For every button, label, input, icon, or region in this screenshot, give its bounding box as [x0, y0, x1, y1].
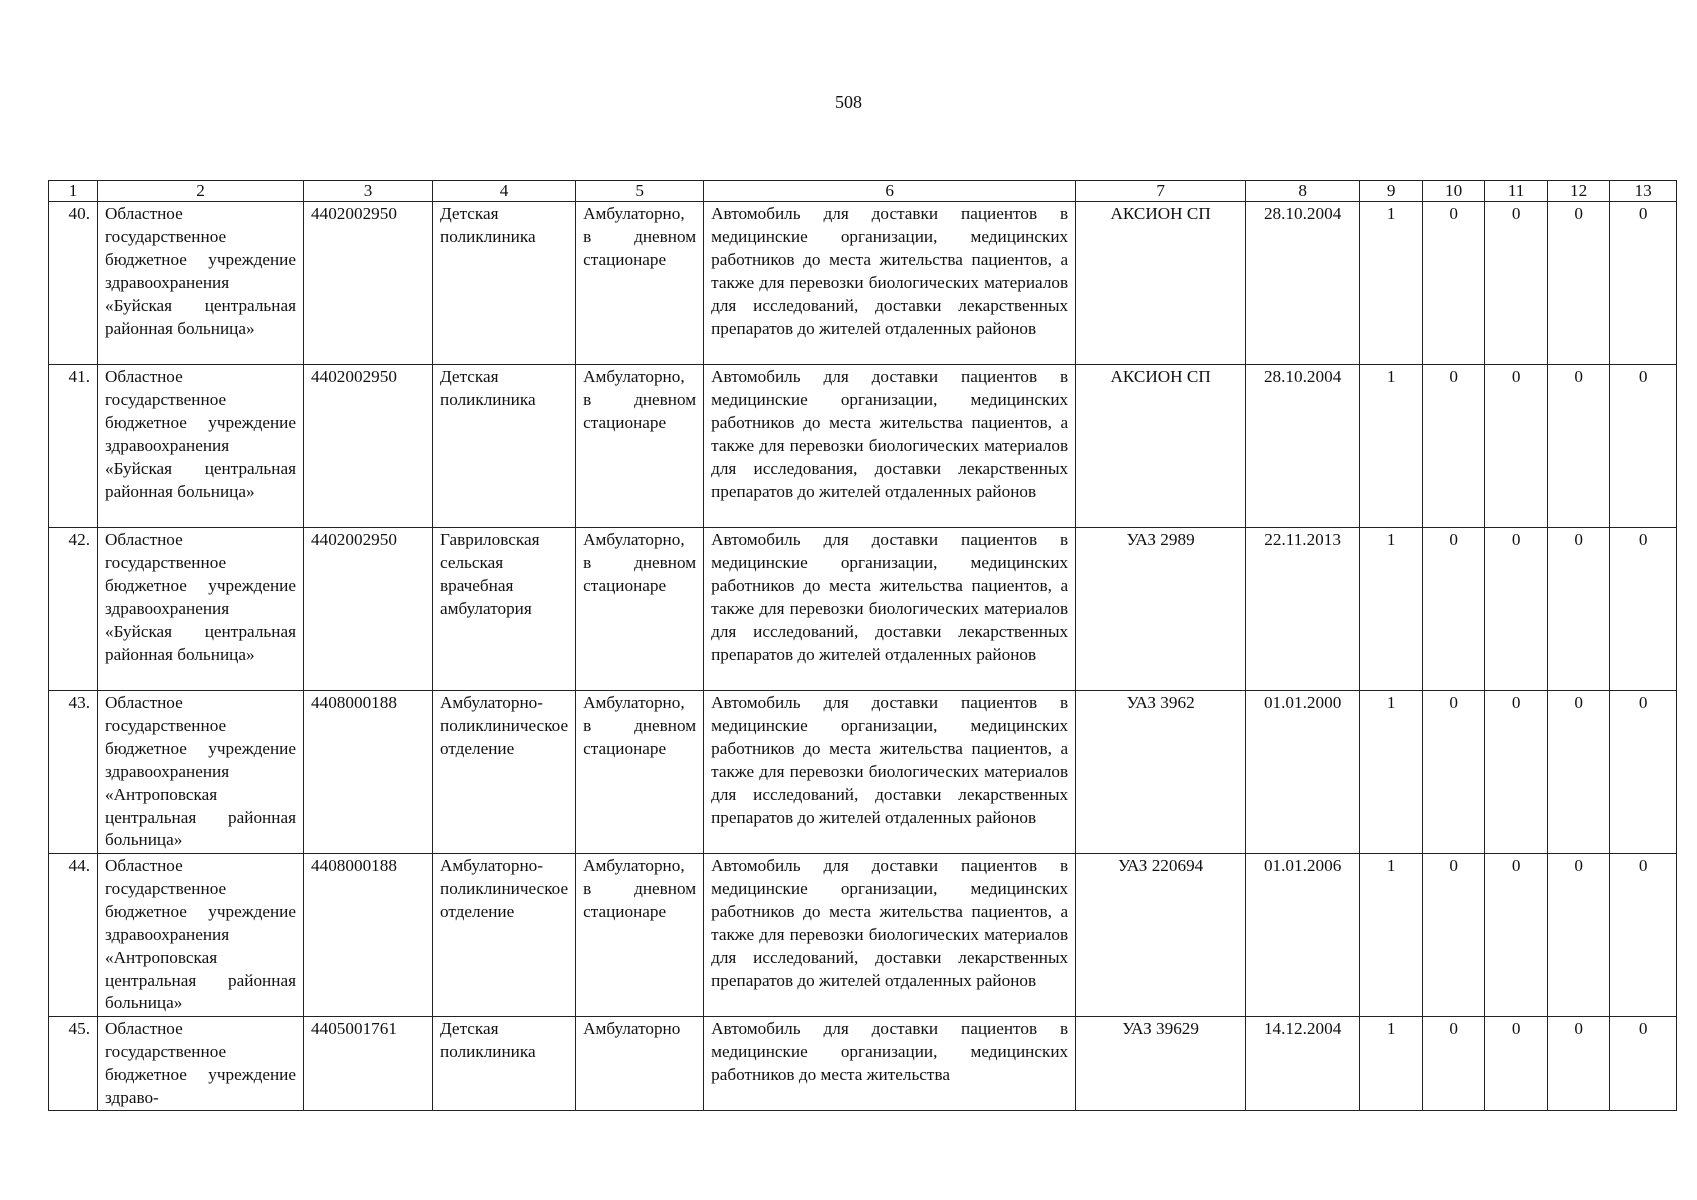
row-number: 40. [49, 202, 98, 365]
value-col-12: 0 [1548, 528, 1610, 691]
column-header: 5 [576, 181, 704, 202]
value-col-13: 0 [1610, 365, 1677, 528]
vehicle-purpose: Автомобиль для доставки пациентов в медицинские организации, медицинских работников до места жительства пациентов, а также для перевозки биологических материалов для исследования, доставки лекарственных препаратов до жителей отдаленных районов [704, 365, 1076, 528]
value-col-10: 0 [1423, 202, 1485, 365]
value-col-10: 0 [1423, 365, 1485, 528]
unit-name: Амбулаторно-поликлиническое отделение [433, 854, 576, 1017]
date-value: 28.10.2004 [1246, 365, 1360, 528]
row-number: 45. [49, 1017, 98, 1111]
value-col-9: 1 [1360, 365, 1423, 528]
value-col-12: 0 [1548, 854, 1610, 1017]
care-condition: Амбулаторно, в дневном стационаре [576, 691, 704, 854]
value-col-11: 0 [1485, 854, 1548, 1017]
table-row [49, 1017, 1677, 1111]
vehicle-model: УАЗ 2989 [1076, 528, 1246, 691]
value-col-13: 0 [1610, 691, 1677, 854]
unit-name: Детская поликлиника [433, 365, 576, 528]
organization-name: Областное государственное бюджетное учреждение здравоохранения «Антроповская центральная районная больница» [98, 854, 304, 1017]
inn: 4408000188 [304, 854, 433, 1017]
value-col-12: 0 [1548, 1017, 1610, 1111]
organization-name: Областное государственное бюджетное учреждение здравоохранения «Буйская центральная районная больница» [98, 528, 304, 691]
unit-name: Гавриловская сельская врачебная амбулатория [433, 528, 576, 691]
vehicle-model: УАЗ 3962 [1076, 691, 1246, 854]
table-row [49, 202, 1677, 365]
value-col-12: 0 [1548, 365, 1610, 528]
inn: 4402002950 [304, 365, 433, 528]
value-col-13: 0 [1610, 202, 1677, 365]
column-header: 12 [1548, 181, 1610, 202]
date-value: 01.01.2000 [1246, 691, 1360, 854]
table-header-row [49, 181, 1677, 202]
value-col-11: 0 [1485, 691, 1548, 854]
column-header: 9 [1360, 181, 1423, 202]
care-condition: Амбулаторно, в дневном стационаре [576, 365, 704, 528]
organization-name: Областное государственное бюджетное учреждение здравоохранения «Буйская центральная районная больница» [98, 365, 304, 528]
value-col-9: 1 [1360, 528, 1423, 691]
row-number: 43. [49, 691, 98, 854]
value-col-10: 0 [1423, 528, 1485, 691]
column-header: 2 [98, 181, 304, 202]
care-condition: Амбулаторно, в дневном стационаре [576, 202, 704, 365]
value-col-10: 0 [1423, 854, 1485, 1017]
care-condition: Амбулаторно, в дневном стационаре [576, 528, 704, 691]
column-header: 11 [1485, 181, 1548, 202]
column-header: 8 [1246, 181, 1360, 202]
value-col-13: 0 [1610, 528, 1677, 691]
value-col-10: 0 [1423, 1017, 1485, 1111]
row-number: 44. [49, 854, 98, 1017]
value-col-11: 0 [1485, 1017, 1548, 1111]
value-col-13: 0 [1610, 854, 1677, 1017]
vehicle-purpose: Автомобиль для доставки пациентов в медицинские организации, медицинских работников до места жительства пациентов, а также для перевозки биологических материалов для исследований, доставки лекарственных препаратов до жителей отдаленных районов [704, 691, 1076, 854]
column-header: 13 [1610, 181, 1677, 202]
value-col-9: 1 [1360, 202, 1423, 365]
vehicle-model: УАЗ 39629 [1076, 1017, 1246, 1111]
value-col-12: 0 [1548, 202, 1610, 365]
care-condition: Амбулаторно [576, 1017, 704, 1111]
value-col-9: 1 [1360, 691, 1423, 854]
inn: 4405001761 [304, 1017, 433, 1111]
value-col-11: 0 [1485, 202, 1548, 365]
vehicle-purpose: Автомобиль для доставки пациентов в медицинские организации, медицинских работников до места жительства [704, 1017, 1076, 1111]
row-number: 41. [49, 365, 98, 528]
value-col-11: 0 [1485, 365, 1548, 528]
vehicle-model: АКСИОН СП [1076, 365, 1246, 528]
organization-name: Областное государственное бюджетное учреждение здравоохранения «Антроповская центральная районная больница» [98, 691, 304, 854]
column-header: 4 [433, 181, 576, 202]
column-header: 3 [304, 181, 433, 202]
unit-name: Детская поликлиника [433, 1017, 576, 1111]
inn: 4402002950 [304, 528, 433, 691]
column-header: 10 [1423, 181, 1485, 202]
value-col-9: 1 [1360, 1017, 1423, 1111]
table-row [49, 854, 1677, 1017]
value-col-9: 1 [1360, 854, 1423, 1017]
table-row [49, 691, 1677, 854]
row-number: 42. [49, 528, 98, 691]
vehicle-purpose: Автомобиль для доставки пациентов в медицинские организации, медицинских работников до места жительства пациентов, а также для перевозки биологических материалов для исследований, доставки лекарственных препаратов до жителей отдаленных районов [704, 528, 1076, 691]
date-value: 28.10.2004 [1246, 202, 1360, 365]
vehicle-purpose: Автомобиль для доставки пациентов в медицинские организации, медицинских работников до места жительства пациентов, а также для перевозки биологических материалов для исследований, доставки лекарственных препаратов до жителей отдаленных районов [704, 202, 1076, 365]
inn: 4408000188 [304, 691, 433, 854]
inn: 4402002950 [304, 202, 433, 365]
unit-name: Детская поликлиника [433, 202, 576, 365]
page-number: 508 [835, 92, 862, 112]
value-col-10: 0 [1423, 691, 1485, 854]
value-col-12: 0 [1548, 691, 1610, 854]
column-header: 1 [49, 181, 98, 202]
column-header: 6 [704, 181, 1076, 202]
vehicle-model: УАЗ 220694 [1076, 854, 1246, 1017]
table-row [49, 528, 1677, 691]
date-value: 14.12.2004 [1246, 1017, 1360, 1111]
date-value: 22.11.2013 [1246, 528, 1360, 691]
organization-name: Областное государственное бюджетное учреждение здравоохранения «Буйская центральная районная больница» [98, 202, 304, 365]
value-col-13: 0 [1610, 1017, 1677, 1111]
date-value: 01.01.2006 [1246, 854, 1360, 1017]
care-condition: Амбулаторно, в дневном стационаре [576, 854, 704, 1017]
vehicle-model: АКСИОН СП [1076, 202, 1246, 365]
vehicle-purpose: Автомобиль для доставки пациентов в медицинские организации, медицинских работников до места жительства пациентов, а также для перевозки биологических материалов для исследований, доставки лекарственных препаратов до жителей отдаленных районов [704, 854, 1076, 1017]
value-col-11: 0 [1485, 528, 1548, 691]
organization-name: Областное государственное бюджетное учреждение здраво- [98, 1017, 304, 1111]
unit-name: Амбулаторно-поликлиническое отделение [433, 691, 576, 854]
column-header: 7 [1076, 181, 1246, 202]
vehicle-register-table [48, 180, 1677, 1111]
table-row [49, 365, 1677, 528]
